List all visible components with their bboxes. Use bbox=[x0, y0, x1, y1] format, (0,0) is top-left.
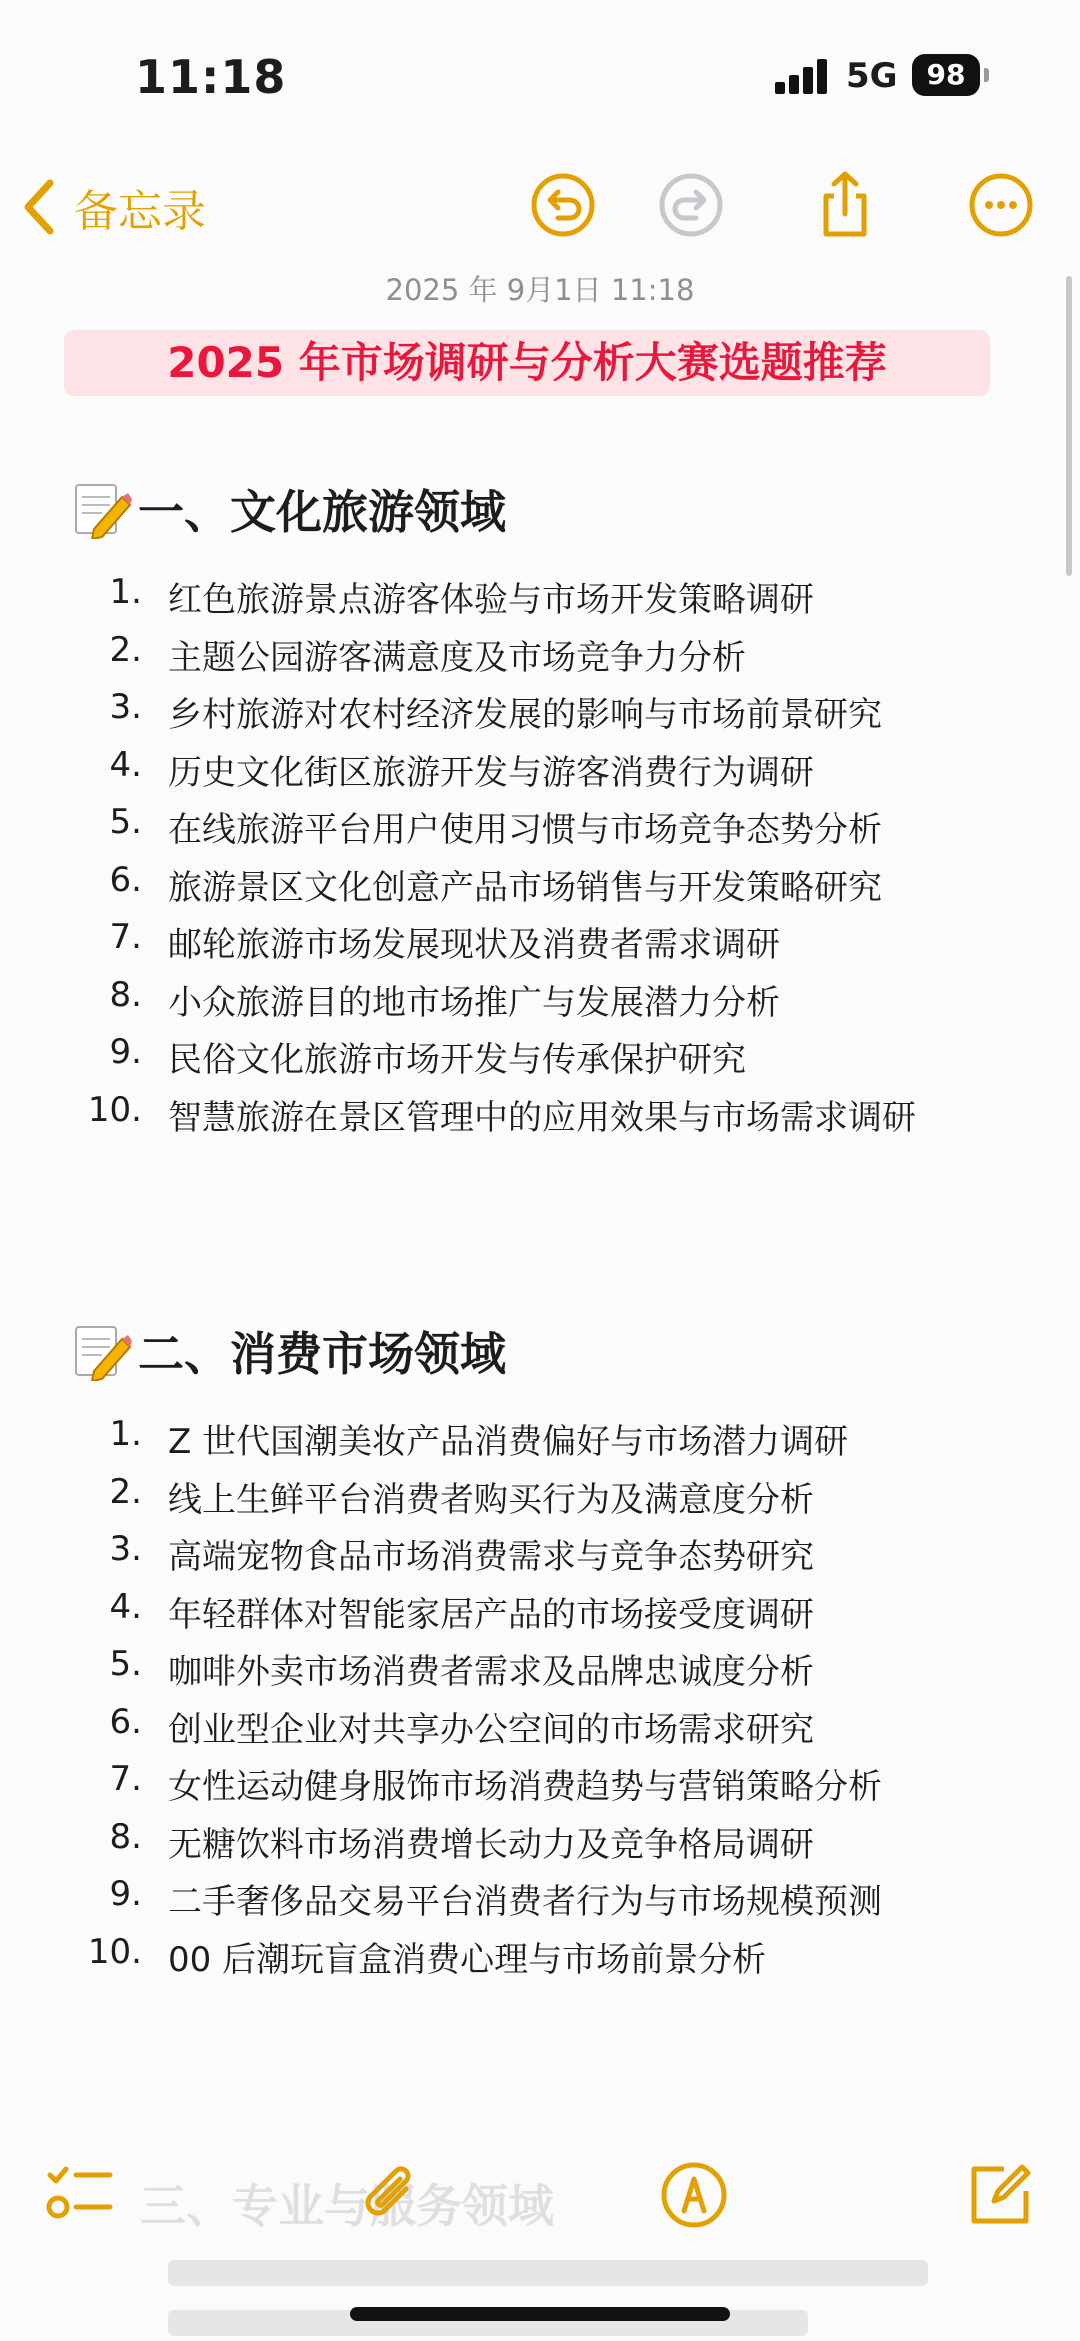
battery-nub bbox=[984, 68, 989, 82]
list-item-number: 9. bbox=[109, 1032, 142, 1072]
bottom-toolbar bbox=[0, 2135, 1080, 2255]
compose-icon[interactable] bbox=[964, 2159, 1036, 2231]
paperclip-icon[interactable] bbox=[356, 2159, 428, 2231]
list-item-number: 1. bbox=[109, 1414, 142, 1454]
list-item bbox=[0, 1587, 1080, 1643]
list-item bbox=[0, 1702, 1080, 1758]
battery-icon bbox=[912, 54, 980, 96]
section-heading-text: 一、文化旅游领域 bbox=[138, 485, 506, 539]
list-item-text: 民俗文化旅游市场开发与传承保护研究 bbox=[168, 1040, 746, 1080]
list-item-number: 5. bbox=[109, 1644, 142, 1684]
list-item-number: 3. bbox=[109, 687, 142, 727]
list-item bbox=[0, 1759, 1080, 1815]
list-item-text: 智慧旅游在景区管理中的应用效果与市场需求调研 bbox=[168, 1097, 916, 1138]
memo-icon bbox=[72, 1321, 132, 1381]
list-item bbox=[0, 860, 1080, 916]
list-item-number: 7. bbox=[109, 1759, 142, 1799]
list-item-number: 5. bbox=[109, 802, 142, 842]
list-item bbox=[0, 1090, 1080, 1146]
list-item-number: 4. bbox=[109, 1586, 142, 1627]
list-item-text: 二手奢侈品交易平台消费者行为与市场规模预测 bbox=[168, 1882, 882, 1922]
section-heading bbox=[72, 1318, 506, 1384]
list-item-text: Z 世代国潮美妆产品消费偏好与市场潜力调研 bbox=[168, 1422, 849, 1462]
list-item-text: 无糖饮料市场消费增长动力及竞争格局调研 bbox=[168, 1824, 814, 1865]
home-indicator[interactable] bbox=[350, 2307, 730, 2321]
list-item-number: 1. bbox=[109, 572, 142, 612]
list-item bbox=[0, 572, 1080, 628]
faded-section-heading: 三、专业与服务领域 bbox=[140, 2179, 554, 2233]
note-title: 2025 年市场调研与分析大赛选题推荐 bbox=[167, 338, 887, 387]
back-label: 备忘录 bbox=[74, 186, 206, 237]
list-item-number: 6. bbox=[109, 1701, 142, 1742]
section-heading bbox=[72, 476, 506, 542]
list-item-number: 8. bbox=[109, 1816, 142, 1857]
cellular-signal-icon bbox=[775, 58, 835, 94]
list-item-number: 7. bbox=[109, 917, 142, 957]
scrollbar[interactable] bbox=[1066, 276, 1072, 576]
faded-line bbox=[168, 2260, 928, 2286]
list-item-text: 主题公园游客满意度及市场竞争力分析 bbox=[168, 637, 746, 678]
battery-level: 98 bbox=[926, 58, 966, 91]
list-item-number: 9. bbox=[109, 1874, 142, 1914]
list-item-number: 10. bbox=[87, 1931, 142, 1972]
list-item-text: 在线旅游平台用户使用习惯与市场竞争态势分析 bbox=[168, 810, 882, 850]
list-item bbox=[0, 1472, 1080, 1528]
list-item bbox=[0, 687, 1080, 743]
list-item-text: 小众旅游目的地市场推广与发展潜力分析 bbox=[168, 982, 780, 1023]
list-item bbox=[0, 1529, 1080, 1585]
checklist-icon[interactable] bbox=[44, 2159, 116, 2231]
list-item-text: 女性运动健身服饰市场消费趋势与营销策略分析 bbox=[168, 1767, 882, 1807]
list-item bbox=[0, 975, 1080, 1031]
list-item bbox=[0, 1644, 1080, 1700]
network-type: 5G bbox=[846, 56, 898, 96]
share-icon[interactable] bbox=[810, 170, 880, 240]
list-item-text: 红色旅游景点游客体验与市场开发策略调研 bbox=[168, 580, 814, 620]
list-item-text: 咖啡外卖市场消费者需求及品牌忠诚度分析 bbox=[168, 1652, 814, 1692]
section-heading-text: 二、消费市场领域 bbox=[138, 1327, 506, 1381]
list-item-text: 乡村旅游对农村经济发展的影响与市场前景研究 bbox=[168, 695, 882, 735]
list-item-text: 邮轮旅游市场发展现状及消费者需求调研 bbox=[168, 925, 780, 965]
list-item bbox=[0, 1414, 1080, 1470]
list-item-number: 4. bbox=[109, 744, 142, 785]
markup-pen-icon[interactable] bbox=[658, 2159, 730, 2231]
list-item-number: 6. bbox=[109, 859, 142, 900]
more-options-icon[interactable] bbox=[966, 170, 1036, 240]
list-item-text: 创业型企业对共享办公空间的市场需求研究 bbox=[168, 1709, 814, 1750]
status-bar bbox=[0, 0, 1080, 150]
list-item-number: 2. bbox=[109, 1471, 142, 1512]
list-item-text: 旅游景区文化创意产品市场销售与开发策略研究 bbox=[168, 867, 882, 908]
list-item-text: 高端宠物食品市场消费需求与竞争态势研究 bbox=[168, 1537, 814, 1577]
list-item-text: 线上生鲜平台消费者购买行为及满意度分析 bbox=[168, 1479, 814, 1520]
list-item bbox=[0, 630, 1080, 686]
list-item bbox=[0, 1032, 1080, 1088]
list-item bbox=[0, 1874, 1080, 1930]
list-item-number: 10. bbox=[87, 1089, 142, 1130]
list-item-number: 8. bbox=[109, 974, 142, 1015]
chevron-left-icon bbox=[20, 177, 56, 237]
note-date: 2025 年 9月1日 11:18 bbox=[385, 273, 695, 307]
list-item-text: 00 后潮玩盲盒消费心理与市场前景分析 bbox=[168, 1939, 767, 1980]
list-item bbox=[0, 802, 1080, 858]
undo-icon[interactable] bbox=[528, 170, 598, 240]
list-item-number: 3. bbox=[109, 1529, 142, 1569]
nav-bar bbox=[0, 150, 1080, 270]
status-time: 11:18 bbox=[135, 50, 287, 104]
redo-icon[interactable] bbox=[656, 170, 726, 240]
list-item bbox=[0, 1932, 1080, 1988]
list-item bbox=[0, 1817, 1080, 1873]
memo-icon bbox=[72, 479, 132, 539]
list-item-text: 历史文化街区旅游开发与游客消费行为调研 bbox=[168, 752, 814, 793]
list-item-text: 年轻群体对智能家居产品的市场接受度调研 bbox=[168, 1594, 814, 1635]
list-item bbox=[0, 917, 1080, 973]
list-item-number: 2. bbox=[109, 629, 142, 670]
back-button[interactable] bbox=[20, 172, 206, 242]
list-item bbox=[0, 745, 1080, 801]
